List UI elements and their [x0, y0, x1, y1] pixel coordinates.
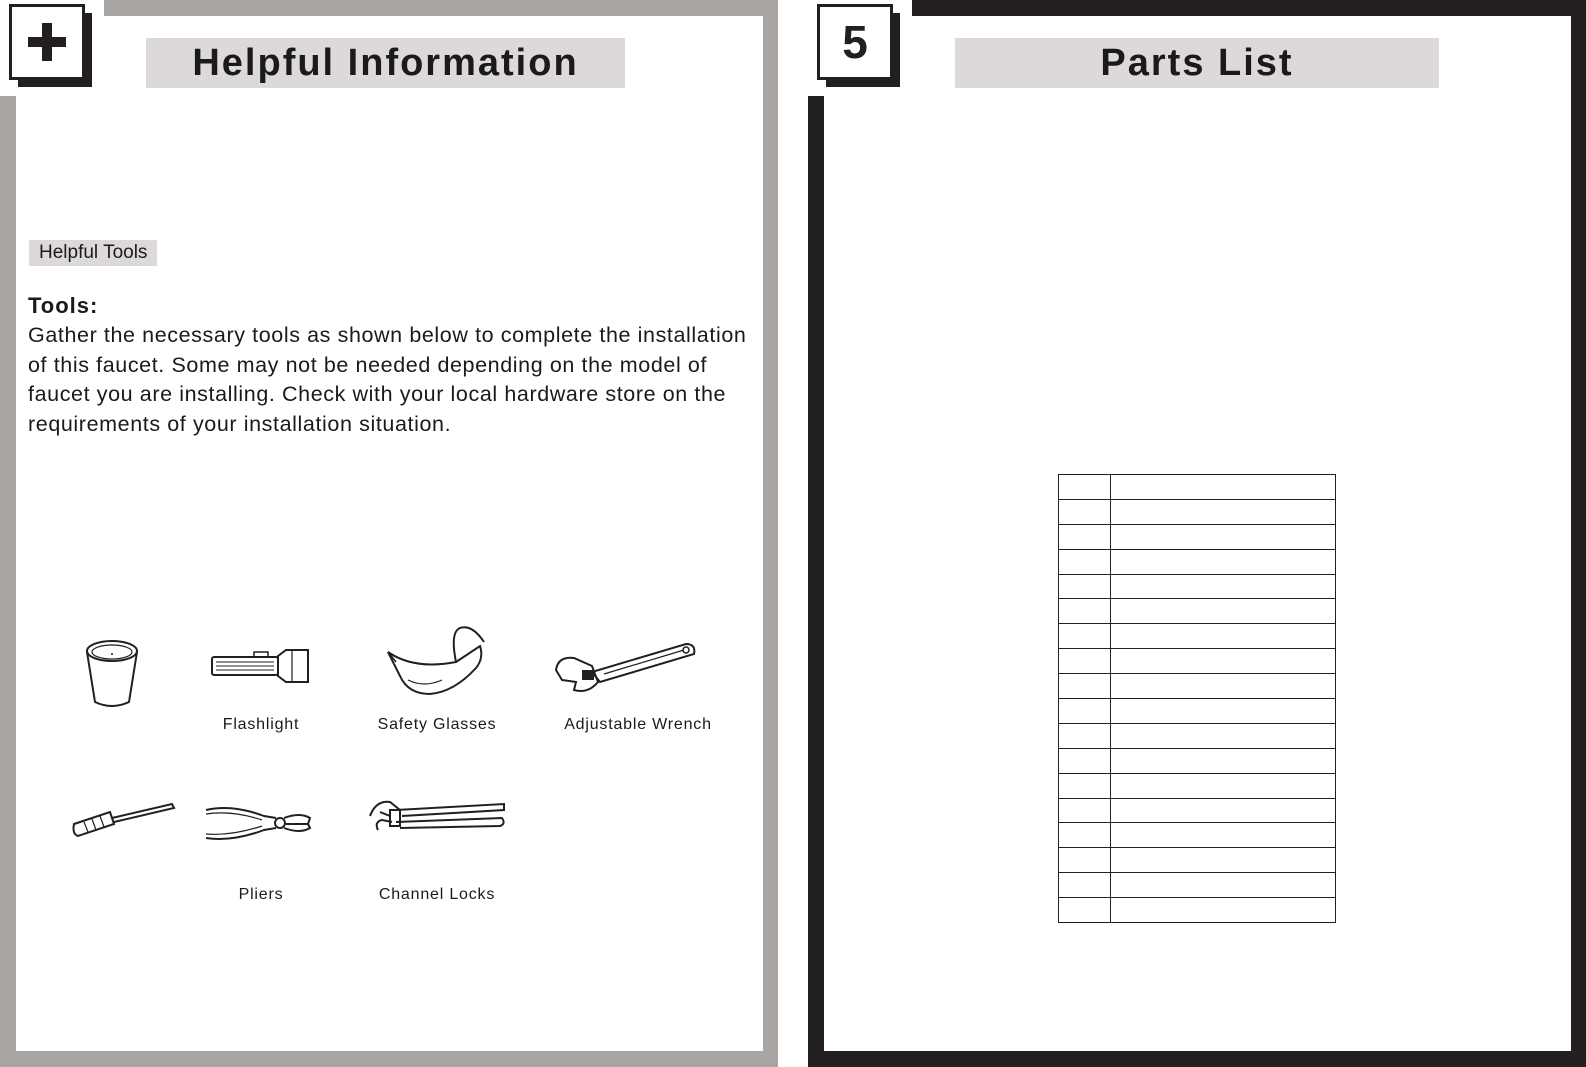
plumbers-putty-icon — [82, 636, 144, 712]
part-description-cell — [1111, 898, 1336, 923]
table-row — [1059, 524, 1336, 549]
table-row — [1059, 848, 1336, 873]
part-description-cell — [1111, 699, 1336, 724]
table-row — [1059, 649, 1336, 674]
page-title: Helpful Information — [146, 38, 625, 88]
flashlight-icon — [210, 648, 310, 684]
plus-badge — [9, 4, 85, 80]
table-row — [1059, 798, 1336, 823]
part-description-cell — [1111, 649, 1336, 674]
part-number-cell — [1059, 524, 1111, 549]
part-description-cell — [1111, 624, 1336, 649]
tools-description: Gather the necessary tools as shown below to complete the installation of this faucet. Some may not be needed depending on the model of faucet you are installing. Check with your local hardware store on the requirements of your installation situation. — [28, 323, 747, 436]
part-number-cell — [1059, 699, 1111, 724]
part-description-cell — [1111, 848, 1336, 873]
tool-label-adjustable-wrench: Adjustable Wrench — [564, 716, 712, 733]
table-row — [1059, 574, 1336, 599]
table-row — [1059, 773, 1336, 798]
part-description-cell — [1111, 475, 1336, 500]
table-row — [1059, 823, 1336, 848]
part-number-cell — [1059, 549, 1111, 574]
part-description-cell — [1111, 873, 1336, 898]
page-number-badge: 5 — [817, 4, 893, 80]
part-number-cell — [1059, 499, 1111, 524]
table-row — [1059, 624, 1336, 649]
part-number-cell — [1059, 674, 1111, 699]
part-number-cell — [1059, 823, 1111, 848]
tools-heading: Tools: — [28, 293, 99, 318]
table-row — [1059, 873, 1336, 898]
table-row — [1059, 475, 1336, 500]
part-description-cell — [1111, 773, 1336, 798]
tool-label-pliers: Pliers — [238, 886, 284, 903]
part-number-cell — [1059, 798, 1111, 823]
table-row — [1059, 898, 1336, 923]
table-row — [1059, 674, 1336, 699]
plus-icon — [26, 21, 68, 63]
part-description-cell — [1111, 574, 1336, 599]
part-number-cell — [1059, 723, 1111, 748]
adjustable-wrench-icon — [552, 636, 698, 698]
part-number-cell — [1059, 898, 1111, 923]
table-row — [1059, 699, 1336, 724]
part-number-cell — [1059, 475, 1111, 500]
part-number-cell — [1059, 848, 1111, 873]
part-number-cell — [1059, 748, 1111, 773]
parts-list-title: Parts List — [955, 38, 1439, 88]
channel-locks-icon — [366, 796, 510, 840]
table-row — [1059, 499, 1336, 524]
part-description-cell — [1111, 499, 1336, 524]
safety-glasses-icon — [384, 622, 490, 698]
part-description-cell — [1111, 748, 1336, 773]
part-description-cell — [1111, 674, 1336, 699]
tool-label-safety-glasses: Safety Glasses — [377, 716, 497, 733]
section-tag: Helpful Tools — [29, 240, 157, 266]
part-number-cell — [1059, 599, 1111, 624]
part-description-cell — [1111, 798, 1336, 823]
screwdriver-icon — [70, 800, 178, 844]
part-description-cell — [1111, 524, 1336, 549]
table-row — [1059, 723, 1336, 748]
part-description-cell — [1111, 723, 1336, 748]
table-row — [1059, 599, 1336, 624]
pliers-icon — [202, 800, 314, 846]
part-number-cell — [1059, 574, 1111, 599]
part-description-cell — [1111, 549, 1336, 574]
tool-label-flashlight: Flashlight — [222, 716, 300, 733]
table-row — [1059, 549, 1336, 574]
part-number-cell — [1059, 873, 1111, 898]
table-row — [1059, 748, 1336, 773]
tool-label-channel-locks: Channel Locks — [378, 886, 496, 903]
part-description-cell — [1111, 823, 1336, 848]
part-number-cell — [1059, 624, 1111, 649]
part-number-cell — [1059, 649, 1111, 674]
parts-table — [1058, 474, 1336, 923]
part-description-cell — [1111, 599, 1336, 624]
part-number-cell — [1059, 773, 1111, 798]
